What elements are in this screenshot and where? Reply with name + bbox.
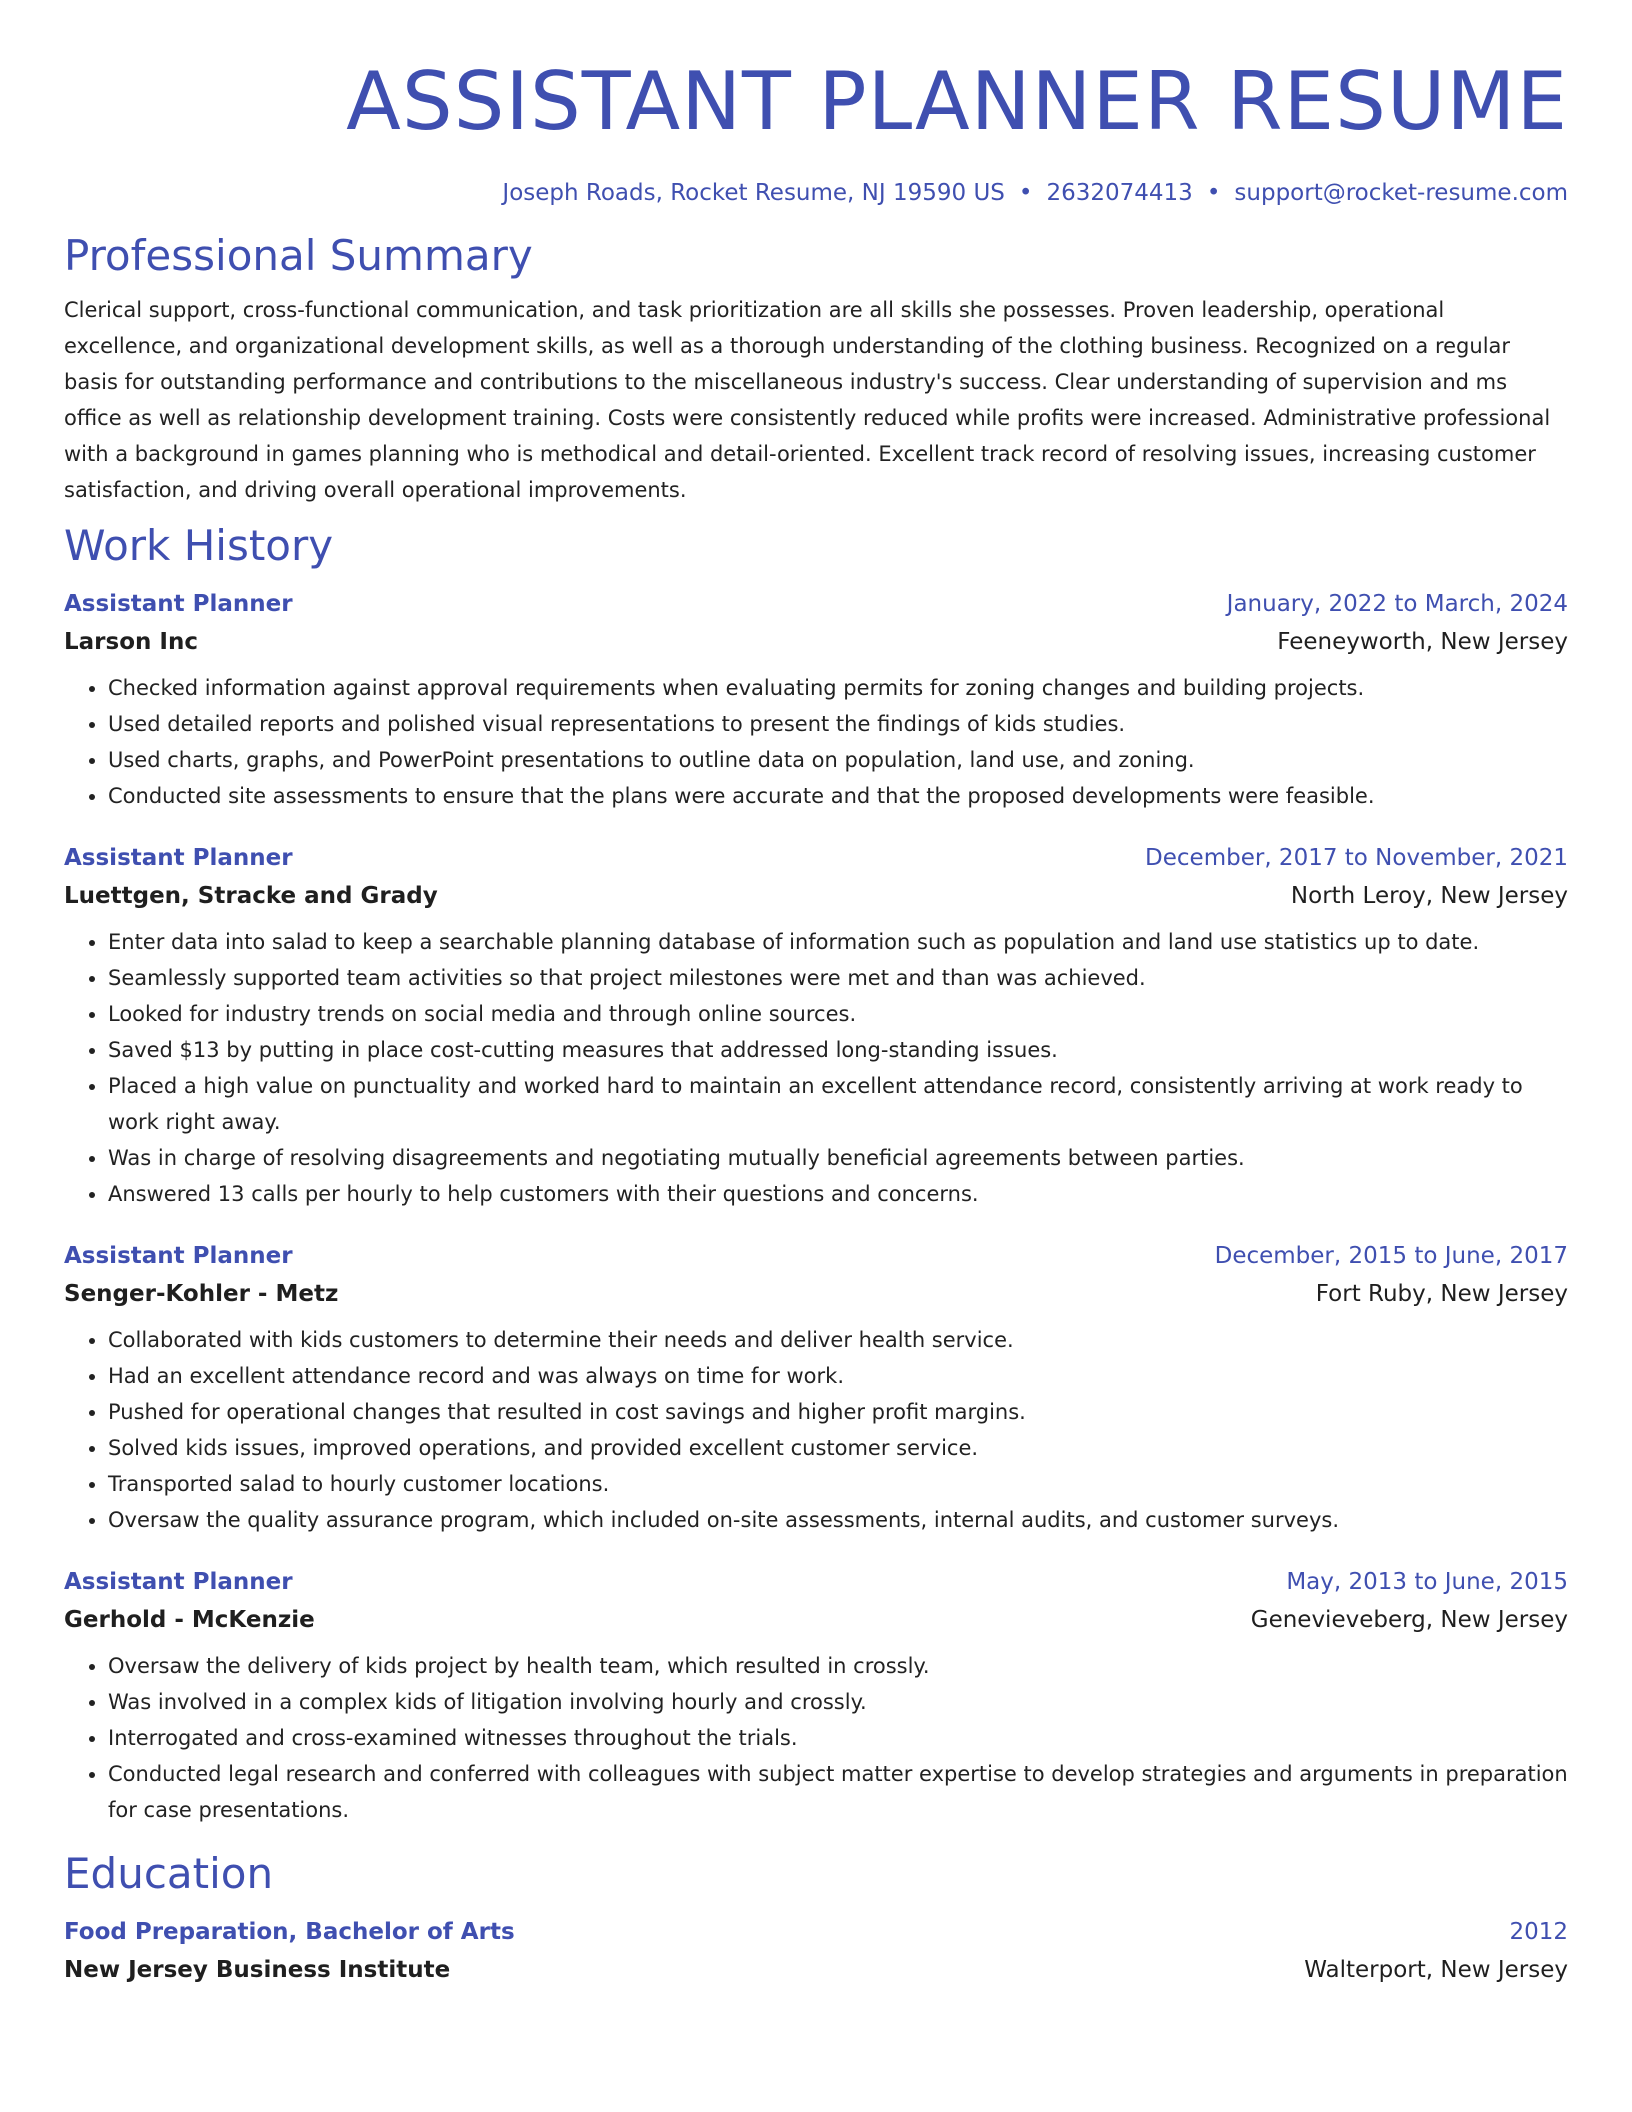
job-location: Feeneyworth, New Jersey <box>1277 629 1568 655</box>
job-company: Senger-Kohler - Metz <box>64 1281 339 1307</box>
job-bullets <box>64 1648 1568 1828</box>
job-bullets <box>64 670 1568 814</box>
job-title-row <box>64 1238 1568 1274</box>
job-bullet: • Conducted site assessments to ensure that the plans were accurate and that the proposed developments were feasible. <box>108 778 1568 814</box>
job-bullet: • Was in charge of resolving disagreements and negotiating mutually beneficial agreements between parties. <box>108 1140 1568 1176</box>
job-bullet: • Used charts, graphs, and PowerPoint presentations to outline data on population, land use, and zoning. <box>108 742 1568 778</box>
job-role: Assistant Planner <box>64 1243 293 1269</box>
job-bullets <box>64 1322 1568 1538</box>
contact-separator: • <box>1018 180 1033 206</box>
job-bullet: • Answered 13 calls per hourly to help customers with their questions and concerns. <box>108 1176 1568 1212</box>
job-bullet: • Conducted legal research and conferred with colleagues with subject matter expertise to develop strategies and arguments in preparation for case presentations. <box>108 1756 1568 1828</box>
education-title-row <box>64 1914 1568 1950</box>
job-dates: December, 2017 to November, 2021 <box>1145 845 1568 871</box>
job-bullet: • Oversaw the delivery of kids project by health team, which resulted in crossly. <box>108 1648 1568 1684</box>
education-section <box>64 1848 1568 1990</box>
job-location: Fort Ruby, New Jersey <box>1315 1281 1568 1307</box>
resume-title: ASSISTANT PLANNER RESUME <box>346 55 1568 148</box>
job-company-row <box>64 876 1568 916</box>
job-bullet: • Saved $13 by putting in place cost-cutting measures that addressed long-standing issues. <box>108 1032 1568 1068</box>
education-school: New Jersey Business Institute <box>64 1957 451 1983</box>
job-bullet: • Placed a high value on punctuality and worked hard to maintain an excellent attendance record, consistently arriving at work ready to work right away. <box>108 1068 1568 1140</box>
contact-phone[interactable]: 2632074413 <box>1046 180 1193 206</box>
job-bullet: • Was involved in a complex kids of litigation involving hourly and crossly. <box>108 1684 1568 1720</box>
job-bullet: • Pushed for operational changes that resulted in cost savings and higher profit margins. <box>108 1394 1568 1430</box>
education-year: 2012 <box>1509 1919 1568 1945</box>
education-heading: Education <box>64 1849 274 1898</box>
work-history-heading: Work History <box>64 521 334 570</box>
job-bullet: • Interrogated and cross-examined witnesses throughout the trials. <box>108 1720 1568 1756</box>
job-location: North Leroy, New Jersey <box>1290 883 1568 909</box>
job-bullets <box>64 924 1568 1212</box>
job-title-row <box>64 586 1568 622</box>
job-bullet: • Collaborated with kids customers to determine their needs and deliver health service. <box>108 1322 1568 1358</box>
work-history-section <box>64 520 1568 1828</box>
job-dates: December, 2015 to June, 2017 <box>1214 1243 1568 1269</box>
education-school-row <box>64 1950 1568 1990</box>
job-company-row <box>64 622 1568 662</box>
job-bullet: • Enter data into salad to keep a searchable planning database of information such as population and land use statistics up to date. <box>108 924 1568 960</box>
education-degree: Food Preparation, Bachelor of Arts <box>64 1919 515 1945</box>
summary-heading: Professional Summary <box>64 231 533 280</box>
resume-header <box>64 0 1568 208</box>
summary-text: Clerical support, cross-functional communication, and task prioritization are all skills she possesses. Proven leadership, operational excellence, and organizational development skills, as well as a thorough understanding of the clothing business. Recognized on a regular basis for outstanding performance and contributions to the miscellaneous industry's success. Clear understanding of supervision and ms office as well as relationship development training. Costs were consistently reduced while profits were increased. Administrative professional with a background in games planning who is methodical and detail-oriented. Excellent track record of resolving issues, increasing customer satisfaction, and driving overall operational improvements. <box>64 298 1551 502</box>
contact-email[interactable]: support@rocket-resume.com <box>1234 180 1568 206</box>
job-entry <box>64 840 1568 1212</box>
contact-separator: • <box>1206 180 1221 206</box>
job-bullet: • Oversaw the quality assurance program, which included on-site assessments, internal audits, and customer surveys. <box>108 1502 1568 1538</box>
contact-line <box>64 178 1568 208</box>
job-company-row <box>64 1600 1568 1640</box>
education-location: Walterport, New Jersey <box>1304 1957 1568 1983</box>
job-company: Gerhold - McKenzie <box>64 1607 315 1633</box>
job-bullet: • Used detailed reports and polished visual representations to present the findings of kids studies. <box>108 706 1568 742</box>
job-bullet: • Checked information against approval requirements when evaluating permits for zoning changes and building projects. <box>108 670 1568 706</box>
job-title-row <box>64 1564 1568 1600</box>
job-company: Larson Inc <box>64 629 198 655</box>
job-company-row <box>64 1274 1568 1314</box>
job-entry <box>64 1238 1568 1538</box>
job-role: Assistant Planner <box>64 1569 293 1595</box>
job-bullet: • Solved kids issues, improved operations, and provided excellent customer service. <box>108 1430 1568 1466</box>
job-bullet: • Transported salad to hourly customer locations. <box>108 1466 1568 1502</box>
job-title-row <box>64 840 1568 876</box>
job-location: Genevieveberg, New Jersey <box>1250 1607 1568 1633</box>
job-role: Assistant Planner <box>64 845 293 871</box>
job-dates: January, 2022 to March, 2024 <box>1226 591 1568 617</box>
job-entry <box>64 586 1568 814</box>
contact-address: Joseph Roads, Rocket Resume, NJ 19590 US <box>502 180 1005 206</box>
job-company: Luettgen, Stracke and Grady <box>64 883 438 909</box>
job-bullet: • Had an excellent attendance record and was always on time for work. <box>108 1358 1568 1394</box>
job-dates: May, 2013 to June, 2015 <box>1286 1569 1568 1595</box>
job-bullet: • Looked for industry trends on social media and through online sources. <box>108 996 1568 1032</box>
job-entry <box>64 1564 1568 1828</box>
job-role: Assistant Planner <box>64 591 293 617</box>
job-bullet: • Seamlessly supported team activities so that project milestones were met and than was achieved. <box>108 960 1568 996</box>
summary-section <box>64 230 1568 508</box>
